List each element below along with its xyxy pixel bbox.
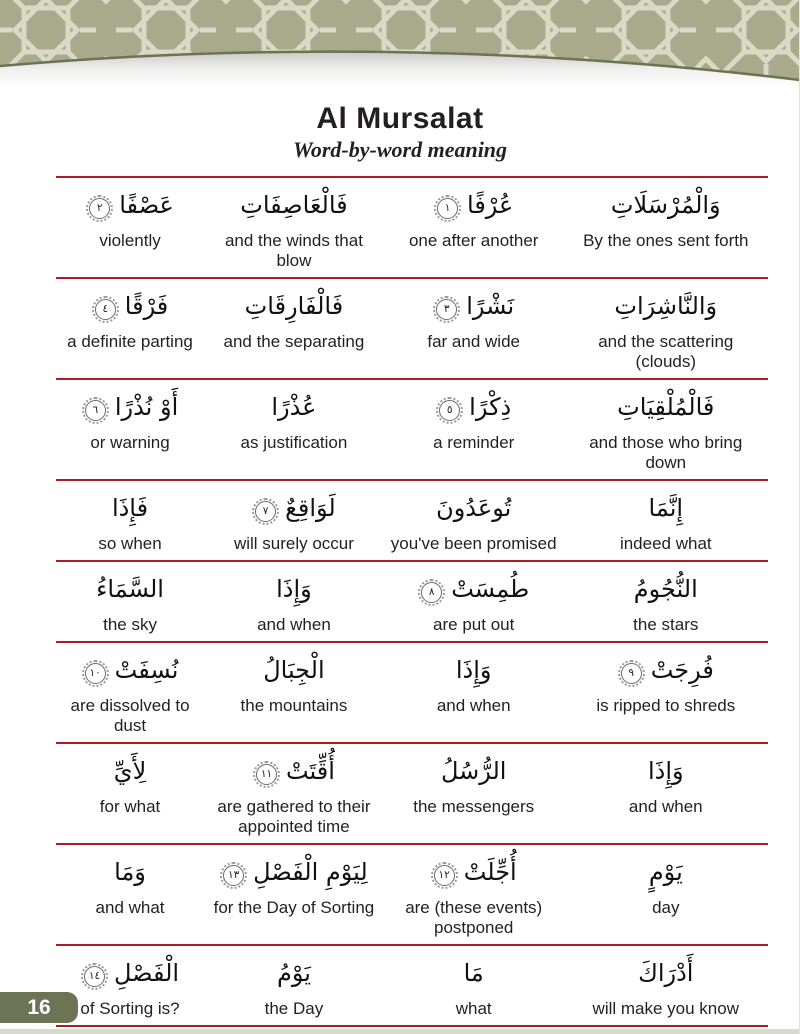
arabic-word bbox=[390, 385, 558, 431]
word-cell bbox=[384, 744, 564, 843]
english-meaning: is ripped to shreds bbox=[596, 696, 736, 715]
arabic-text: عَصْفًا bbox=[119, 191, 174, 219]
english-meaning: will surely occur bbox=[233, 534, 354, 553]
arabic-word bbox=[390, 850, 558, 896]
word-cell bbox=[564, 845, 768, 944]
word-cell bbox=[204, 562, 384, 641]
word-cell bbox=[56, 744, 204, 843]
arabic-word bbox=[62, 284, 198, 330]
arabic-text: وَمَا bbox=[114, 858, 146, 886]
arabic-word bbox=[62, 567, 198, 613]
english-meaning: the mountains bbox=[240, 696, 348, 715]
english-meaning: what bbox=[455, 999, 492, 1018]
arabic-text: السَّمَاءُ bbox=[96, 575, 164, 603]
arabic-word bbox=[210, 850, 378, 896]
arabic-word bbox=[210, 749, 378, 795]
english-meaning: the sky bbox=[103, 615, 157, 634]
table-row bbox=[56, 378, 768, 479]
arabic-word bbox=[570, 567, 762, 613]
ayah-number-medallion-icon: ٢ bbox=[89, 198, 110, 219]
header-pattern-band bbox=[0, 0, 800, 100]
arabic-word bbox=[210, 951, 378, 997]
page-subtitle: Word-by-word meaning bbox=[292, 137, 508, 162]
english-meaning: and when bbox=[257, 615, 331, 634]
english-meaning: will make you know bbox=[592, 999, 739, 1018]
arabic-text: أُجِّلَتْ bbox=[463, 858, 517, 886]
word-cell bbox=[204, 178, 384, 277]
ayah-number-medallion-icon: ١٤ bbox=[84, 966, 105, 987]
english-meaning: and the separating bbox=[223, 332, 365, 351]
arabic-text: فَإِذَا bbox=[111, 494, 149, 522]
arabic-word bbox=[570, 183, 762, 229]
word-cell bbox=[564, 643, 768, 742]
table-row bbox=[56, 742, 768, 843]
table-row bbox=[56, 641, 768, 742]
page-title: Al Mursalat bbox=[316, 102, 484, 135]
english-meaning: the Day bbox=[264, 999, 324, 1018]
word-cell bbox=[56, 380, 204, 479]
english-meaning: or warning bbox=[90, 433, 170, 452]
ayah-number-medallion-icon: ١١ bbox=[256, 764, 277, 785]
word-cell bbox=[384, 380, 564, 479]
english-meaning: are put out bbox=[433, 615, 515, 634]
english-meaning: are gathered to their appointed time bbox=[217, 797, 371, 836]
table-row bbox=[56, 843, 768, 944]
arabic-word bbox=[62, 183, 198, 229]
word-cell bbox=[384, 279, 564, 378]
english-meaning: the stars bbox=[633, 615, 699, 634]
arabic-word bbox=[210, 486, 378, 532]
arabic-text: وَإِذَا bbox=[276, 575, 312, 603]
english-meaning: a reminder bbox=[433, 433, 515, 452]
arabic-text: أُقِّتَتْ bbox=[285, 757, 335, 785]
english-meaning: one after another bbox=[408, 231, 539, 250]
arabic-text: لِأَيِّ bbox=[113, 757, 147, 785]
arabic-word bbox=[62, 648, 198, 694]
arabic-word bbox=[62, 850, 198, 896]
english-meaning: and what bbox=[95, 898, 165, 917]
arabic-text: فَالْمُلْقِيَاتِ bbox=[617, 393, 715, 421]
word-cell bbox=[56, 845, 204, 944]
arabic-text: أَدْرَاكَ bbox=[638, 959, 694, 987]
ayah-number-medallion-icon: ٩ bbox=[621, 663, 642, 684]
english-meaning: day bbox=[652, 898, 680, 917]
arabic-text: الرُّسُلُ bbox=[440, 757, 507, 785]
arabic-word bbox=[570, 951, 762, 997]
english-meaning: are (these events) postponed bbox=[405, 898, 543, 937]
english-meaning: for the Day of Sorting bbox=[213, 898, 375, 917]
word-cell bbox=[56, 279, 204, 378]
arabic-word bbox=[210, 567, 378, 613]
english-meaning: of Sorting is? bbox=[80, 999, 180, 1018]
table-row bbox=[56, 479, 768, 560]
english-meaning: indeed what bbox=[619, 534, 712, 553]
word-cell bbox=[384, 845, 564, 944]
arabic-word bbox=[210, 284, 378, 330]
word-cell bbox=[204, 643, 384, 742]
arabic-word bbox=[62, 749, 198, 795]
arabic-text: يَوْمُ bbox=[276, 959, 311, 987]
arabic-word bbox=[390, 648, 558, 694]
word-cell bbox=[204, 744, 384, 843]
word-cell bbox=[564, 481, 768, 560]
arabic-text: ذِكْرًا bbox=[469, 393, 512, 421]
arabic-word bbox=[390, 749, 558, 795]
arabic-word bbox=[210, 183, 378, 229]
arabic-word bbox=[570, 486, 762, 532]
arabic-word bbox=[570, 850, 762, 896]
english-meaning: you've been promised bbox=[390, 534, 557, 553]
arabic-word bbox=[570, 385, 762, 431]
arabic-text: فُرِجَتْ bbox=[650, 656, 714, 684]
ayah-number-medallion-icon: ١٣ bbox=[223, 865, 244, 886]
word-cell bbox=[384, 481, 564, 560]
arabic-text: فَالْفَارِقَاتِ bbox=[244, 292, 344, 320]
page-number-tab bbox=[0, 992, 78, 1023]
english-meaning: the messengers bbox=[413, 797, 535, 816]
word-cell bbox=[564, 744, 768, 843]
arabic-word bbox=[570, 749, 762, 795]
word-cell bbox=[56, 481, 204, 560]
arabic-word bbox=[390, 183, 558, 229]
english-meaning: as justification bbox=[240, 433, 348, 452]
english-meaning: and when bbox=[436, 696, 511, 715]
english-meaning: so when bbox=[98, 534, 162, 553]
word-table bbox=[56, 176, 768, 1027]
word-cell bbox=[384, 946, 564, 1025]
arabic-word bbox=[390, 567, 558, 613]
word-cell bbox=[204, 946, 384, 1025]
arabic-text: نَشْرًا bbox=[466, 292, 515, 320]
arabic-word bbox=[62, 951, 198, 997]
arabic-text: وَالْمُرْسَلَاتِ bbox=[610, 191, 721, 219]
arabic-text: فَالْعَاصِفَاتِ bbox=[240, 191, 348, 219]
english-meaning: are dissolved to dust bbox=[70, 696, 190, 735]
ayah-number-medallion-icon: ٦ bbox=[85, 400, 106, 421]
ayah-number-medallion-icon: ٧ bbox=[255, 501, 276, 522]
ayah-number-medallion-icon: ٣ bbox=[436, 299, 457, 320]
word-cell bbox=[384, 178, 564, 277]
arabic-word bbox=[570, 284, 762, 330]
arabic-text: الْجِبَالُ bbox=[263, 656, 325, 684]
ayah-number-medallion-icon: ١ bbox=[437, 198, 458, 219]
word-cell bbox=[564, 562, 768, 641]
word-cell bbox=[56, 562, 204, 641]
word-cell bbox=[204, 845, 384, 944]
arabic-word bbox=[62, 385, 198, 431]
islamic-geometric-star-pattern-icon bbox=[0, 0, 800, 100]
word-cell bbox=[204, 380, 384, 479]
english-meaning: and when bbox=[628, 797, 703, 816]
word-cell bbox=[56, 178, 204, 277]
arabic-word bbox=[210, 385, 378, 431]
word-cell bbox=[564, 178, 768, 277]
word-cell bbox=[384, 562, 564, 641]
table-row bbox=[56, 560, 768, 641]
arabic-word bbox=[570, 648, 762, 694]
arabic-text: عُرْفًا bbox=[467, 191, 514, 219]
arabic-text: النُّجُومُ bbox=[633, 575, 698, 603]
arabic-text: إِنَّمَا bbox=[648, 494, 684, 522]
arabic-text: وَإِذَا bbox=[455, 656, 492, 684]
arabic-text: وَإِذَا bbox=[647, 757, 684, 785]
word-cell bbox=[56, 643, 204, 742]
ayah-number-medallion-icon: ٤ bbox=[95, 299, 116, 320]
page-bottom-edge-strip bbox=[0, 1029, 800, 1034]
arabic-word bbox=[390, 284, 558, 330]
table-row bbox=[56, 277, 768, 378]
arabic-text: فَرْقًا bbox=[124, 292, 169, 320]
ayah-number-medallion-icon: ١٠ bbox=[85, 663, 106, 684]
arabic-word bbox=[210, 648, 378, 694]
title-block bbox=[0, 100, 800, 163]
arabic-text: تُوعَدُونَ bbox=[436, 494, 512, 522]
arabic-word bbox=[390, 486, 558, 532]
word-cell bbox=[56, 946, 204, 1025]
arabic-text: الْفَصْلِ bbox=[113, 959, 180, 987]
english-meaning: a definite parting bbox=[67, 332, 193, 351]
arabic-text: لَوَاقِعٌ bbox=[285, 494, 336, 522]
arabic-text: وَالنَّاشِرَاتِ bbox=[614, 292, 718, 320]
arabic-word bbox=[390, 951, 558, 997]
word-cell bbox=[564, 946, 768, 1025]
english-meaning: far and wide bbox=[427, 332, 520, 351]
english-meaning: and those who bring down bbox=[589, 433, 743, 472]
word-cell bbox=[384, 643, 564, 742]
arabic-text: يَوْمٍ bbox=[648, 858, 683, 886]
arabic-word bbox=[62, 486, 198, 532]
page-number: 16 bbox=[27, 995, 51, 1019]
ayah-number-medallion-icon: ٨ bbox=[421, 582, 442, 603]
arabic-text: نُسِفَتْ bbox=[114, 656, 179, 684]
arabic-text: أَوْ نُذْرًا bbox=[114, 393, 179, 421]
arabic-text: طُمِسَتْ bbox=[451, 575, 530, 603]
arabic-text: لِيَوْمِ الْفَصْلِ bbox=[253, 858, 368, 886]
word-cell bbox=[564, 380, 768, 479]
ayah-number-medallion-icon: ٥ bbox=[439, 400, 460, 421]
word-cell bbox=[564, 279, 768, 378]
table-row bbox=[56, 944, 768, 1025]
word-cell bbox=[204, 481, 384, 560]
arabic-text: عُذْرًا bbox=[271, 393, 317, 421]
english-meaning: and the scattering (clouds) bbox=[598, 332, 734, 371]
table-row bbox=[56, 176, 768, 277]
arabic-text: مَا bbox=[463, 959, 484, 987]
english-meaning: and the winds that blow bbox=[224, 231, 363, 270]
english-meaning: for what bbox=[99, 797, 161, 816]
english-meaning: violently bbox=[99, 231, 161, 250]
word-cell bbox=[204, 279, 384, 378]
english-meaning: By the ones sent forth bbox=[583, 231, 749, 250]
ayah-number-medallion-icon: ١٢ bbox=[434, 865, 455, 886]
